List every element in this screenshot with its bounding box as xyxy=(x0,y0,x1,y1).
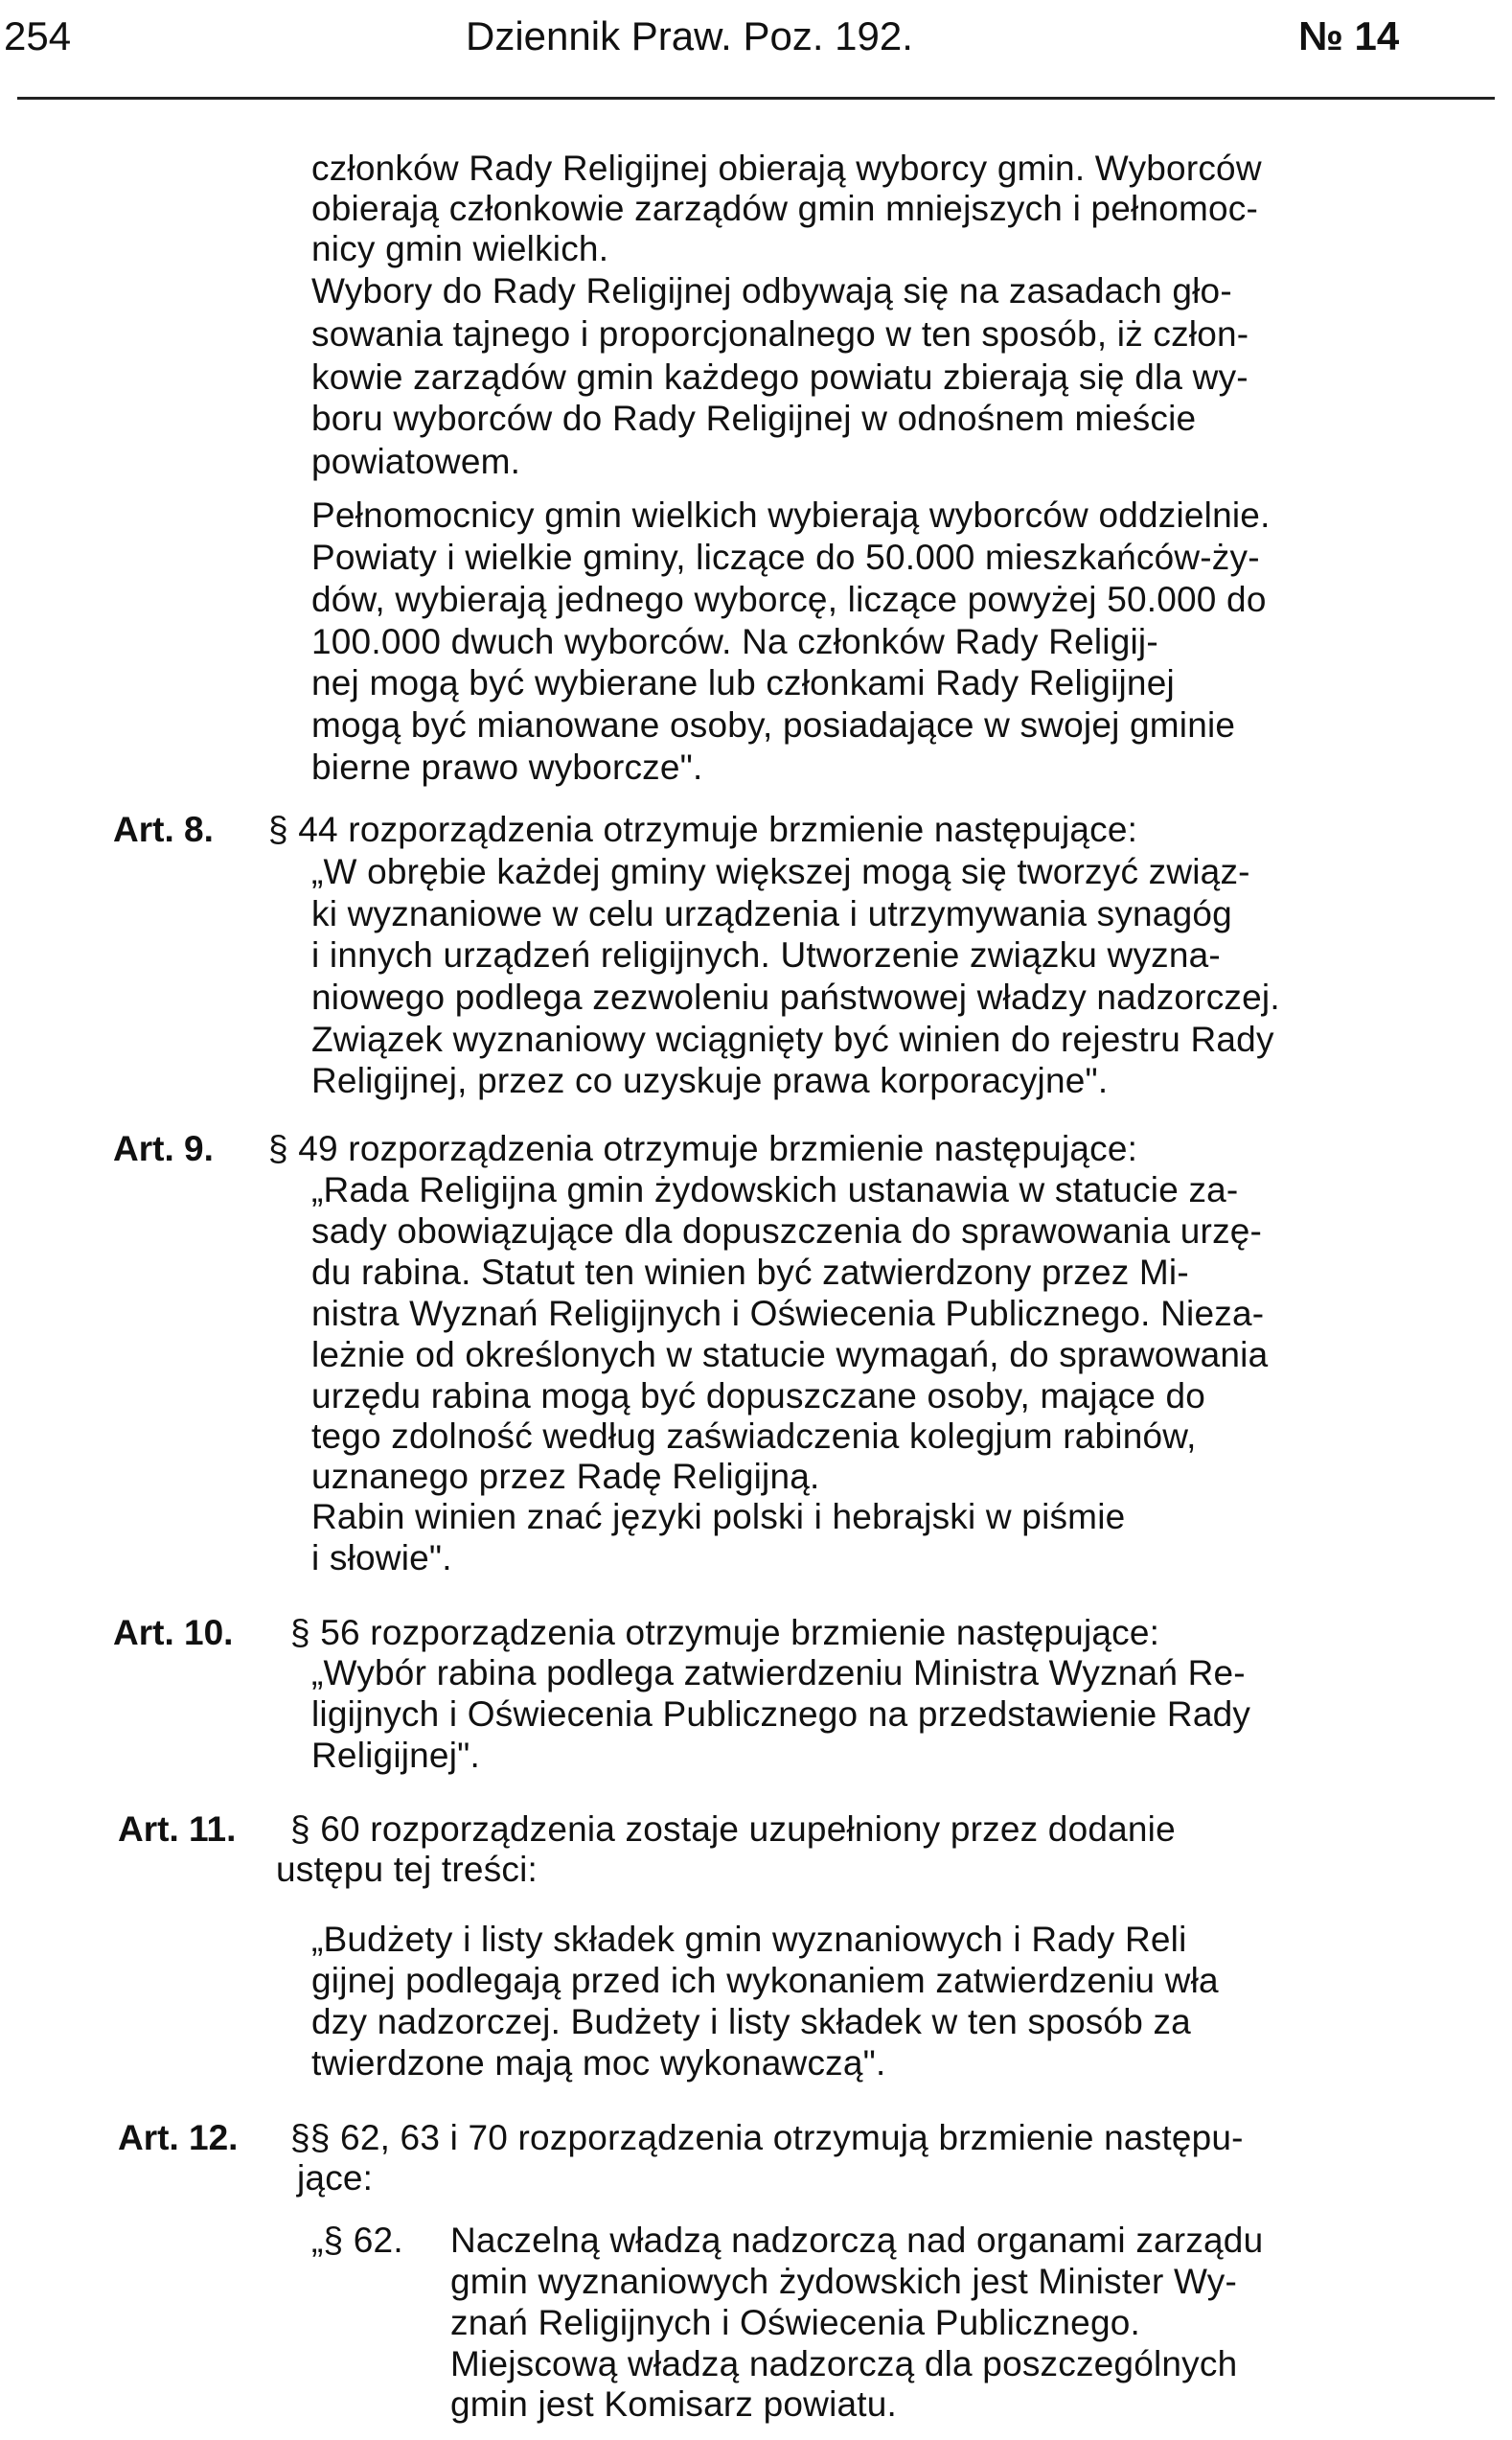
article-line: „W obrębie każdej gminy większej mogą się tworzyć związ- xyxy=(311,852,1250,891)
intro-line: obierają członkowie zarządów gmin mniejszych i pełnomoc- xyxy=(311,189,1259,228)
article-line: Naczelną władzą nadzorczą nad organami zarządu xyxy=(450,2221,1264,2260)
article-line: § 56 rozporządzenia otrzymuje brzmienie następujące: xyxy=(290,1613,1160,1652)
intro-line: nej mogą być wybierane lub członkami Rady Religijnej xyxy=(311,663,1175,702)
intro-line: bierne prawo wyborcze". xyxy=(311,748,703,787)
article-line: znań Religijnych i Oświecenia Publicznego. xyxy=(450,2303,1140,2342)
article-line: dzy nadzorczej. Budżety i listy składek w ten sposób za xyxy=(311,2002,1191,2041)
article-line: Religijnej, przez co uzyskuje prawa korporacyjne". xyxy=(311,1061,1109,1100)
article-line: du rabina. Statut ten winien być zatwierdzony przez Mi- xyxy=(311,1253,1189,1292)
article-line: gmin jest Komisarz powiatu. xyxy=(450,2384,898,2424)
article-label: Art. 12. xyxy=(118,2118,239,2157)
intro-line: boru wyborców do Rady Religijnej w odnośnem mieście xyxy=(311,399,1197,438)
article-line: ligijnych i Oświecenia Publicznego na przedstawienie Rady xyxy=(311,1694,1251,1734)
article-line: tego zdolność według zaświadczenia kolegjum rabinów, xyxy=(311,1416,1197,1456)
intro-line: Pełnomocnicy gmin wielkich wybierają wyborców oddzielnie. xyxy=(311,495,1271,535)
article-label: Art. 10. xyxy=(113,1613,234,1652)
article-line: Religijnej". xyxy=(311,1736,480,1775)
article-line: Rabin winien znać języki polski i hebrajski w piśmie xyxy=(311,1497,1126,1536)
article-line: uznanego przez Radę Religijną. xyxy=(311,1457,820,1496)
article-line: § 44 rozporządzenia otrzymuje brzmienie następujące: xyxy=(268,810,1138,849)
article-line: nistra Wyznań Religijnych i Oświecenia Publicznego. Nieza- xyxy=(311,1294,1265,1333)
intro-line: nicy gmin wielkich. xyxy=(311,229,609,268)
article-line: gmin wyznaniowych żydowskich jest Minister Wy- xyxy=(450,2262,1238,2301)
journal-title: Dziennik Praw. Poz. 192. xyxy=(466,13,913,58)
article-line: urzędu rabina mogą być dopuszczane osoby, mające do xyxy=(311,1376,1206,1416)
article-line: i innych urządzeń religijnych. Utworzenie związku wyzna- xyxy=(311,935,1221,975)
article-line: twierdzone mają moc wykonawczą". xyxy=(311,2043,886,2083)
intro-line: dów, wybierają jednego wyborcę, liczące powyżej 50.000 do xyxy=(311,580,1267,619)
header-rule xyxy=(17,97,1495,100)
article-line: Związek wyznaniowy wciągnięty być winien do rejestru Rady xyxy=(311,1020,1274,1059)
article-line: niowego podlega zezwoleniu państwowej władzy nadzorczej. xyxy=(311,978,1280,1017)
article-line: §§ 62, 63 i 70 rozporządzenia otrzymują brzmienie następu- xyxy=(290,2118,1244,2157)
article-line: jące: xyxy=(297,2158,374,2198)
article-line: „Wybór rabina podlega zatwierdzeniu Ministra Wyznań Re- xyxy=(311,1653,1246,1692)
issue-number: № 14 xyxy=(1298,13,1400,58)
intro-line: 100.000 dwuch wyborców. Na członków Rady Religij- xyxy=(311,622,1158,661)
article-line: Miejscową władzą nadzorczą dla poszczególnych xyxy=(450,2344,1238,2383)
intro-line: sowania tajnego i proporcjonalnego w ten sposób, iż człon- xyxy=(311,314,1249,354)
article-line: § 49 rozporządzenia otrzymuje brzmienie następujące: xyxy=(268,1129,1138,1168)
article-label: Art. 11. xyxy=(118,1809,237,1849)
page-header xyxy=(0,0,1512,96)
article-label: Art. 9. xyxy=(113,1129,214,1168)
article-line: § 60 rozporządzenia zostaje uzupełniony przez dodanie xyxy=(290,1809,1176,1849)
page-number: 254 xyxy=(4,13,72,58)
section-number: „§ 62. xyxy=(311,2221,403,2260)
article-line: „Rada Religijna gmin żydowskich ustanawia w statucie za- xyxy=(311,1170,1239,1209)
article-line: „Budżety i listy składek gmin wyznaniowych i Rady Reli xyxy=(311,1920,1187,1959)
article-line: ki wyznaniowe w celu urządzenia i utrzymywania synagóg xyxy=(311,894,1232,933)
intro-line: Powiaty i wielkie gminy, liczące do 50.000 mieszkańców-ży- xyxy=(311,538,1260,577)
intro-line: mogą być mianowane osoby, posiadające w swojej gminie xyxy=(311,705,1236,745)
intro-line: kowie zarządów gmin każdego powiatu zbierają się dla wy- xyxy=(311,357,1249,397)
intro-line: członków Rady Religijnej obierają wyborcy gmin. Wyborców xyxy=(311,149,1262,188)
intro-line: powiatowem. xyxy=(311,442,521,481)
article-line: ustępu tej treści: xyxy=(276,1850,538,1889)
article-line: leżnie od określonych w statucie wymagań, do sprawowania xyxy=(311,1335,1269,1374)
article-label: Art. 8. xyxy=(113,810,214,849)
article-line: gijnej podlegają przed ich wykonaniem zatwierdzeniu wła xyxy=(311,1961,1219,2000)
intro-line: Wybory do Rady Religijnej odbywają się na zasadach gło- xyxy=(311,271,1232,311)
article-line: i słowie". xyxy=(311,1538,452,1577)
article-line: sady obowiązujące dla dopuszczenia do sprawowania urzę- xyxy=(311,1211,1263,1251)
